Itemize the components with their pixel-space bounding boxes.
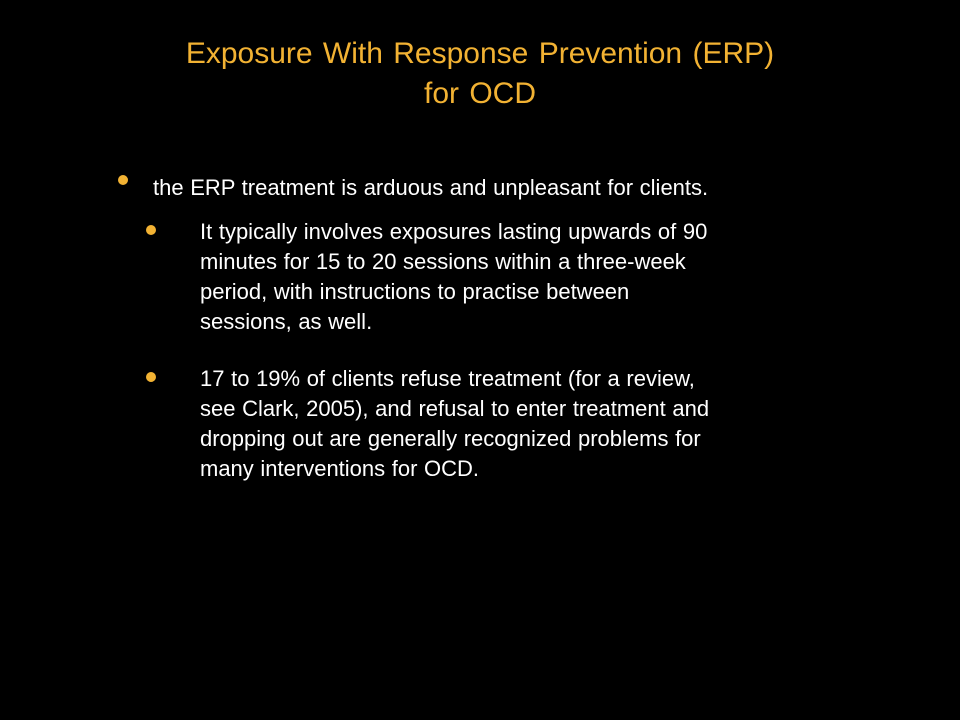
slide-title-line-2: for OCD (423, 77, 536, 110)
slide-title (60, 34, 900, 114)
slide-title-line-1: Exposure With Response Prevention (ERP) (185, 37, 775, 70)
sub-bullet-icon (146, 372, 156, 382)
sub-bullet-text: It typically involves exposures lasting upwards of 90 minutes for 15 to 20 sessions within a three-week period, with instructions to practise between sessions, as well. (200, 219, 708, 334)
sub-bullet-icon (146, 225, 156, 235)
sub-bullet-text: 17 to 19% of clients refuse treatment (for a review, see Clark, 2005), and refusal to enter treatment and dropping out are generally recognized problems for many interventions for OCD. (200, 366, 710, 481)
bullet-icon (118, 175, 128, 185)
bullet-text: the ERP treatment is arduous and unpleasant for clients. (153, 175, 709, 200)
